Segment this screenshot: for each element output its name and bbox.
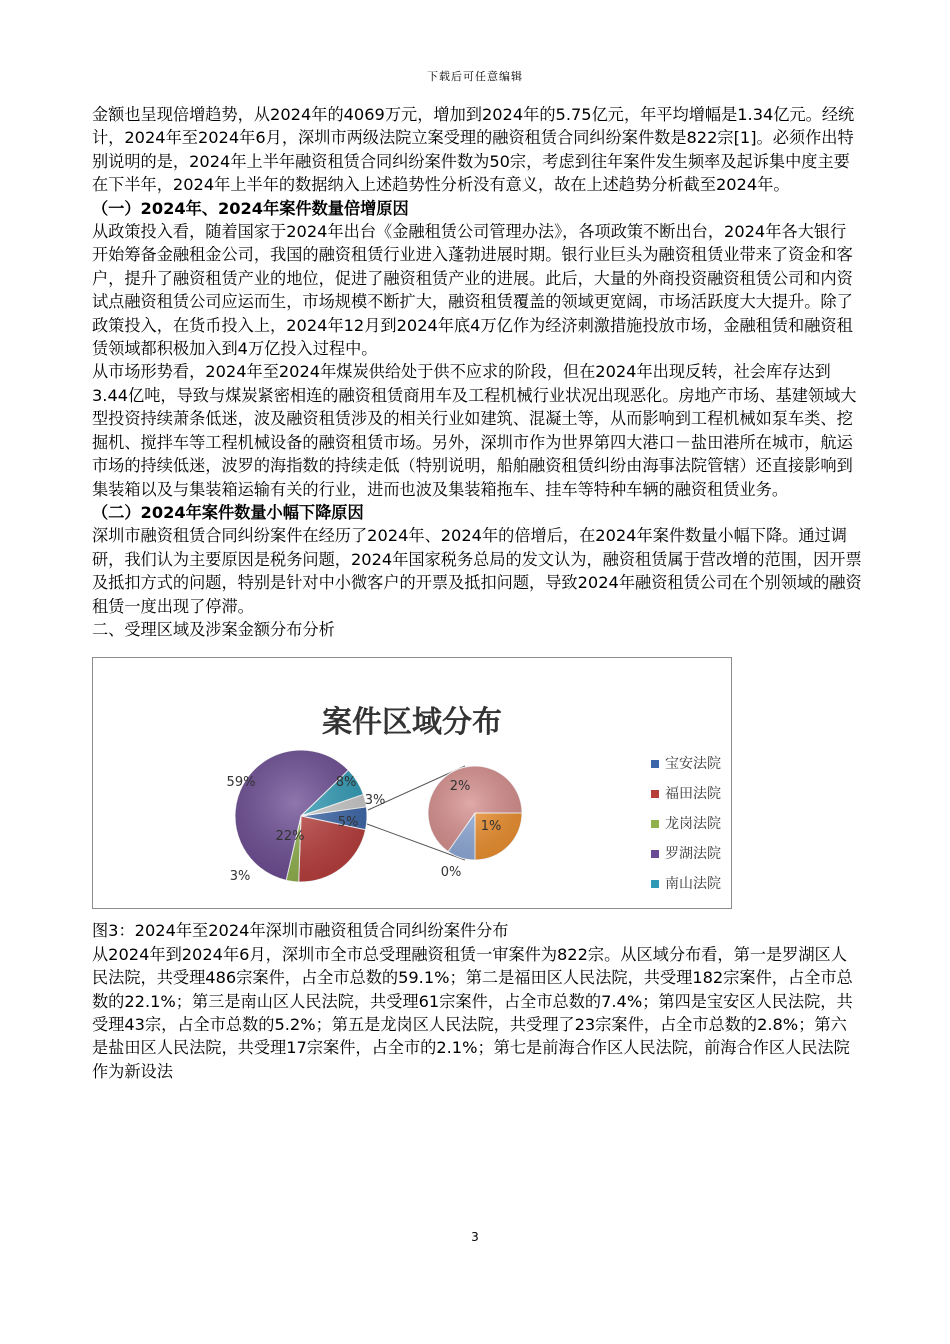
paragraph-1: 金额也呈现倍增趋势，从2024年的4069万元，增加到2024年的5.75亿元，年平均增幅是1.34亿元。经统计，2024年至2024年6月，深圳市两级法院立案受理的融资租赁合同纠纷案件数是822宗[1]。必须作出特别说明的是，2024年上半年融资租赁合同纠纷案件数为50宗，考虑到往年案件发生频率及起诉集中度主要在下半年，2024年上半年的数据纳入上述趋势性分析没有意义，故在上述趋势分析截至2024年。 xyxy=(92,105,855,195)
secondary-pie-label: 2% xyxy=(449,779,471,795)
secondary-pie xyxy=(428,766,522,860)
main-pie-label: 59% xyxy=(226,775,256,791)
legend-label: 宝安法院 xyxy=(665,756,721,773)
pie-chart-svg xyxy=(93,658,731,908)
legend-label: 龙岗法院 xyxy=(665,816,721,833)
secondary-pie-label: 1% xyxy=(480,819,502,835)
figure-caption: 图3：2024年至2024年深圳市融资租赁合同纠纷案件分布 xyxy=(92,921,509,941)
paragraph-4: 深圳市融资租赁合同纠纷案件在经历了2024年、2024年的倍增后，在2024年案件数量小幅下降。通过调研，我们认为主要原因是税务问题，2024年国家税务总局的发文认为，融资租赁属于营改增的范围，因开票及抵扣方式的问题，特别是针对中小微客户的开票及抵扣问题，导致2024年融资租赁公司在个别领域的融资租赁一度出现了停滞。 xyxy=(92,526,862,616)
secondary-pie-label: 0% xyxy=(440,865,462,881)
main-pie-label: 8% xyxy=(335,775,357,791)
legend-swatch xyxy=(651,820,659,828)
legend-label: 福田法院 xyxy=(665,786,721,803)
chart-legend xyxy=(651,755,721,892)
legend-label: 罗湖法院 xyxy=(665,846,721,863)
paragraph-2: 从政策投入看，随着国家于2024年出台《金融租赁公司管理办法》，各项政策不断出台，2024年各大银行开始筹备金融租金公司，我国的融资租赁行业进入蓬勃进展时期。银行业巨头为融资租赁业带来了资金和客户，提升了融资租赁产业的地位，促进了融资租赁产业的进展。此后，大量的外商投资融资租赁公司和内资试点融资租赁公司应运而生，市场规模不断扩大，融资租赁覆盖的领域更宽阔，市场活跃度大大提升。除了政策投入，在货币投入上，2024年12月到2024年底4万亿作为经济刺激措施投放市场，金融租赁和融资租赁领域都积极加入到4万亿投入过程中。 xyxy=(92,222,853,359)
page-number: 3 xyxy=(471,1230,479,1244)
page-header: 下载后可任意编辑 xyxy=(427,70,523,83)
pie-chart xyxy=(92,657,732,909)
section-heading-1: （一）2024年、2024年案件数量倍增原因 xyxy=(92,198,409,218)
main-pie-label: 5% xyxy=(337,815,359,831)
document-body xyxy=(92,103,862,1083)
secondary-pie-shading xyxy=(428,766,522,860)
section-heading-3: 二、受理区域及涉案金额分布分析 xyxy=(92,619,335,639)
legend-label: 南山法院 xyxy=(665,876,721,893)
legend-swatch xyxy=(651,790,659,798)
main-pie-label: 22% xyxy=(275,829,305,845)
section-heading-2: （二）2024年案件数量小幅下降原因 xyxy=(92,502,364,522)
main-pie-label: 3% xyxy=(364,793,386,809)
paragraph-3: 从市场形势看，2024年至2024年煤炭供给处于供不应求的阶段，但在2024年出现反转，社会库存达到3.44亿吨，导致与煤炭紧密相连的融资租赁商用车及工程机械行业状况出现恶化。房地产市场、基建领域大型投资持续萧条低迷，波及融资租赁涉及的相关行业如建筑、混凝土等，从而影响到工程机械如泵车类、挖掘机、搅拌车等工程机械设备的融资租赁市场。另外，深圳市作为世界第四大港口－盐田港所在城市，航运市场的持续低迷，波罗的海指数的持续走低（特别说明，船舶融资租赁纠纷由海事法院管辖）还直接影响到集装箱以及与集装箱运输有关的行业，进而也波及集装箱拖车、挂车等特种车辆的融资租赁业务。 xyxy=(92,362,857,499)
legend-swatch xyxy=(651,880,659,888)
legend-swatch xyxy=(651,760,659,768)
main-pie-label: 3% xyxy=(229,869,251,885)
legend-swatch xyxy=(651,850,659,858)
chart-title: 案件区域分布 xyxy=(322,705,502,741)
paragraph-5: 从2024年到2024年6月，深圳市全市总受理融资租赁一审案件为822宗。从区域分布看，第一是罗湖区人民法院，共受理486宗案件，占全市总数的59.1%；第二是福田区人民法院，共受理182宗案件，占全市总数的22.1%；第三是南山区人民法院，共受理61宗案件，占全市总数的7.4%；第四是宝安区人民法院，共受理43宗，占全市总数的5.2%；第五是龙岗区人民法院，共受理了23宗案件，占全市总数的2.8%；第六是盐田区人民法院，共受理17宗案件，占全市的2.1%；第七是前海合作区人民法院，前海合作区人民法院作为新设法 xyxy=(92,944,853,1081)
